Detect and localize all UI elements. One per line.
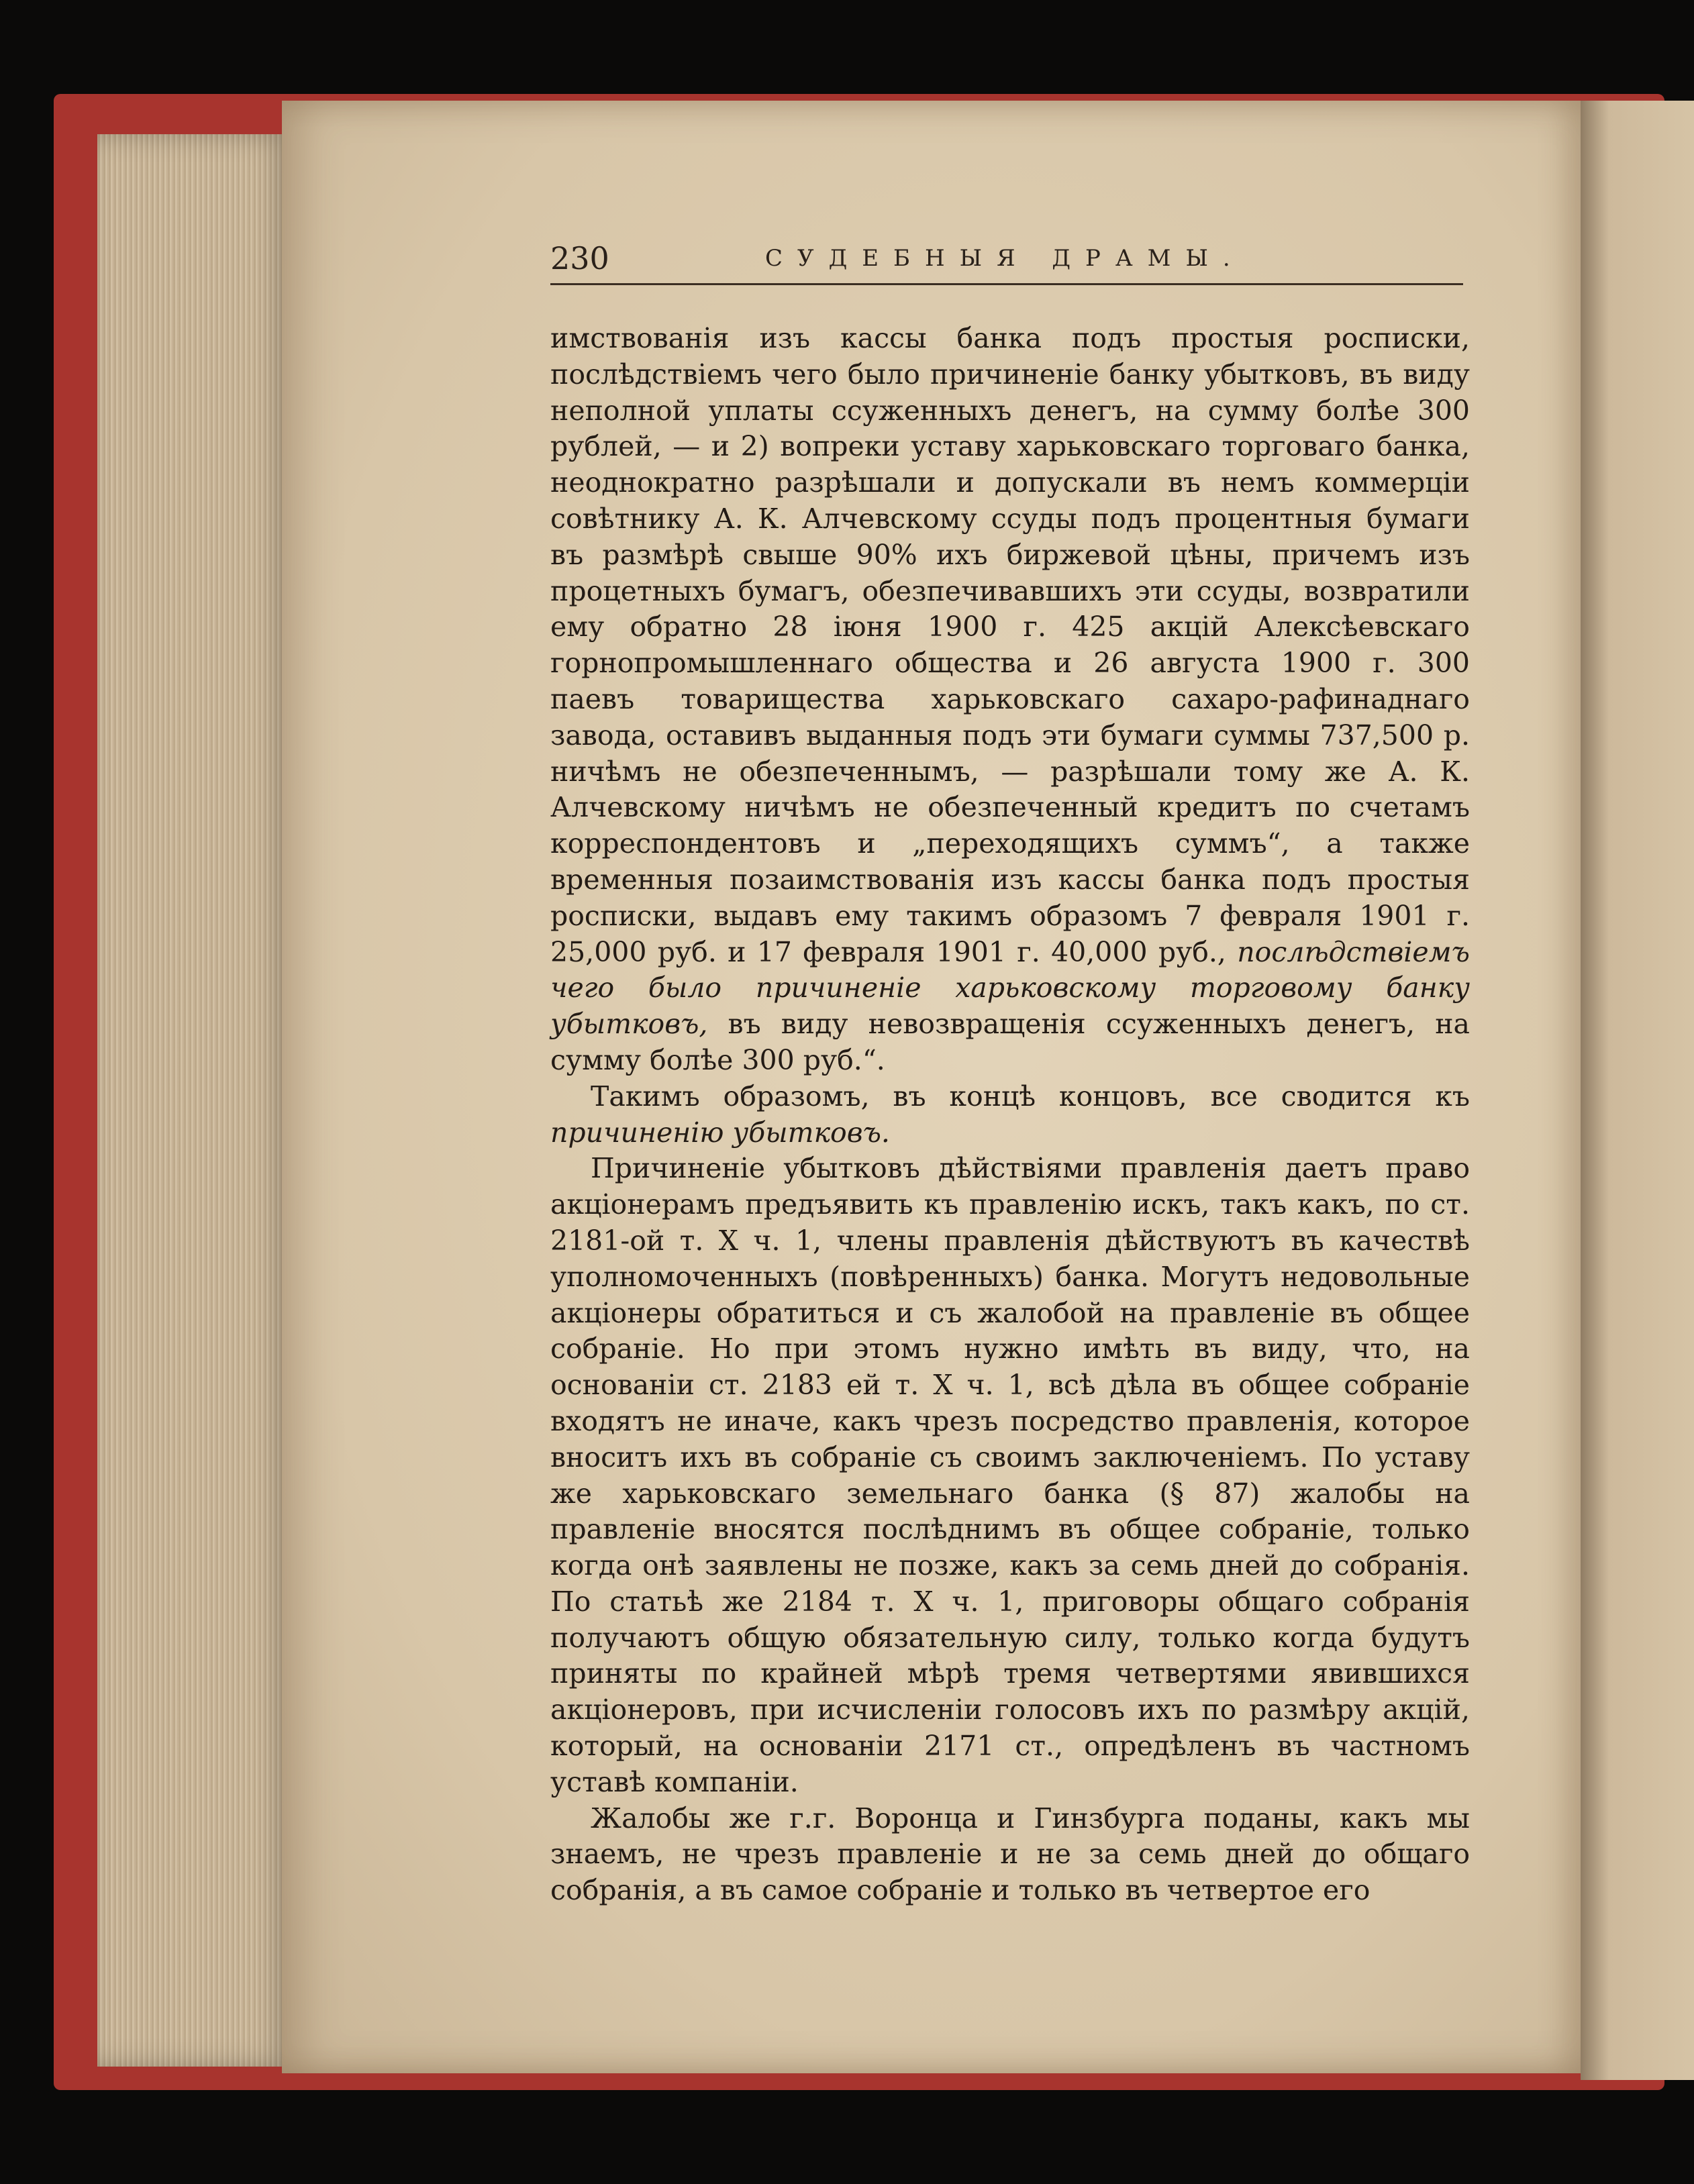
page-number: 230 <box>550 240 609 276</box>
paragraph-continued <box>550 321 1470 1079</box>
paragraph: Жалобы же г.г. Воронца и Гинзбурга поданы, какъ мы знаемъ, не чрезъ правленіе и не за семь дней до общаго собранія, а въ самое собраніе и только въ четвертое его <box>550 1802 1470 1907</box>
body-text <box>550 321 1470 1909</box>
page-edges <box>97 134 292 2067</box>
paragraph-text: въ виду невозвращенія ссуженныхъ денегъ, на сумму болѣе 300 руб.“. <box>550 1008 1470 1076</box>
running-title: СУДЕБНЫЯ ДРАМЫ. <box>765 245 1245 272</box>
paragraph-text: Такимъ образомъ, въ концѣ концовъ, все сводится къ <box>591 1080 1470 1112</box>
facing-page-edge <box>1581 101 1694 2080</box>
page-header <box>550 235 1463 282</box>
emphasis-text: послѣдствіемъ чего было причиненіе харьковскому торговому банку убытковъ, <box>550 935 1470 1041</box>
paragraph <box>550 1079 1470 1151</box>
emphasis-text: причиненію убытковъ. <box>550 1116 890 1149</box>
paragraph: Причиненіе убытковъ дѣйствіями правленія даетъ право акціонерамъ предъявить къ правленію искъ, такъ какъ, по ст. 2181-ой т. X ч. 1, члены правленія дѣйствуютъ въ качествѣ уполномоченныхъ (повѣренныхъ) банка. Могутъ недовольные акціонеры обратиться и съ жалобой на правленіе въ общее собраніе. Но при этомъ нужно имѣть въ виду, что, на основаніи ст. 2183 ей т. X ч. 1, всѣ дѣла въ общее собраніе входятъ не иначе, какъ чрезъ посредство правленія, которое вноситъ ихъ въ собраніе съ своимъ заключеніемъ. По уставу же харьковскаго земельнаго банка (§ 87) жалобы на правленіе вносятся послѣднимъ въ общее собраніе, только когда онѣ заявлены не позже, какъ за семь дней до собранія. По статьѣ же 2184 т. X ч. 1, приговоры общаго собранія получаютъ общую обязательную силу, только когда будутъ приняты по крайней мѣрѣ тремя четвертями явившихся акціонеровъ, при исчисленіи голосовъ ихъ по размѣру акцій, который, на основаніи 2171 ст., опредѣленъ въ частномъ уставѣ компаніи. <box>550 1152 1470 1798</box>
paragraph-text: имствованія изъ кассы банка подъ простыя росписки, послѣдствіемъ чего было причиненіе банку убытковъ, въ виду неполной уплаты ссуженныхъ денегъ, на сумму болѣе 300 рублей, — и 2) вопреки уставу харьковскаго торговаго банка, неоднократно разрѣшали и допускали въ немъ коммерціи совѣтнику А. К. Алчевскому ссуды подъ процентныя бумаги въ размѣрѣ свыше 90% ихъ биржевой цѣны, причемъ изъ процетныхъ бумагъ, обезпечивавшихъ эти ссуды, возвратили ему обратно 28 іюня 1900 г. 425 акцій Алексѣевскаго горнопромышленнаго общества и 26 августа 1900 г. 300 паевъ товарищества харьковскаго сахаро-рафинаднаго завода, оставивъ выданныя подъ эти бумаги суммы 737,500 р. ничѣмъ не обезпеченнымъ, — разрѣшали тому же А. К. Алчевскому ничѣмъ не обезпеченный кредитъ по счетамъ корреспондентовъ и „переходящихъ суммъ“, а также временныя позаимствованія изъ кассы банка подъ простыя росписки, выдавъ ему такимъ образомъ 7 февраля 1901 г. 25,000 руб. и 17 февраля 1901 г. 40,000 руб., <box>550 322 1470 968</box>
header-rule <box>550 283 1463 285</box>
